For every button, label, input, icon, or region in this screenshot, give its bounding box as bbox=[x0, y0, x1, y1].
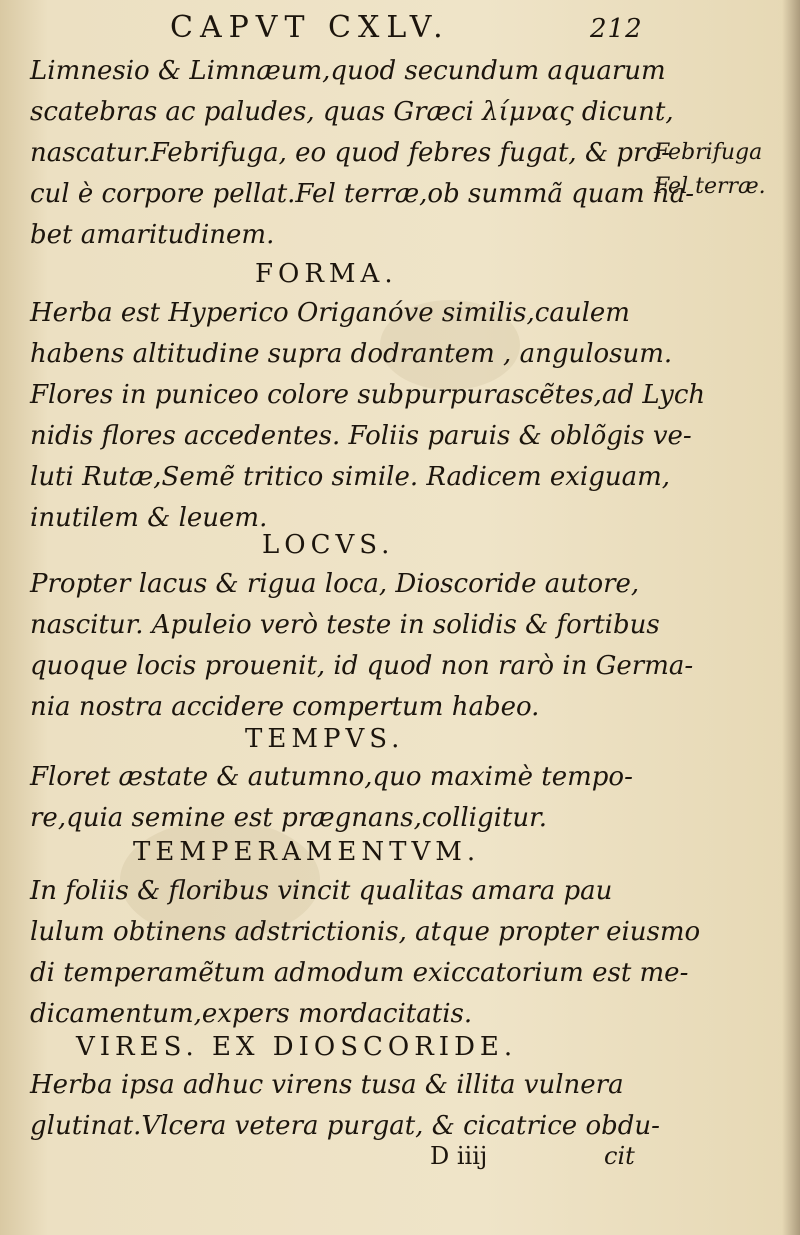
page-footer bbox=[0, 1142, 800, 1176]
text-line: quoque locis prouenit, id quod non rarò in Germa- bbox=[30, 651, 694, 681]
running-head bbox=[0, 8, 800, 48]
section-heading-forma: FORMA. bbox=[255, 259, 398, 289]
section-heading-temperamentum: TEMPERAMENTVM. bbox=[133, 837, 481, 867]
text-line: lulum obtinens adstrictionis, atque propter eiusmo bbox=[30, 917, 701, 947]
text-line: Herba ipsa adhuc virens tusa & illita vulnera bbox=[30, 1070, 624, 1100]
text-line: luti Rutæ,Semẽ tritico simile. Radicem exiguam, bbox=[30, 462, 671, 492]
text-line: scatebras ac paludes, quas Græci λίμνας dicunt, bbox=[30, 97, 674, 127]
text-line: habens altitudine supra dodrantem , angulosum. bbox=[30, 339, 673, 369]
section-heading-locus: LOCVS. bbox=[262, 530, 395, 560]
margin-note-febrifuga: Febrifuga bbox=[654, 140, 763, 165]
section-heading-vires: VIRES. EX DIOSCORIDE. bbox=[76, 1032, 518, 1062]
text-line: nidis flores accedentes. Foliis paruis & oblõgis ve- bbox=[30, 421, 692, 451]
text-line: inutilem & leuem. bbox=[30, 503, 268, 533]
text-line: cul è corpore pellat.Fel terræ,ob summã quam ha- bbox=[30, 179, 694, 209]
text-line: di temperamẽtum admodum exiccatorium est me- bbox=[30, 958, 689, 988]
text-line: Limnesio & Limnæum,quod secundum aquarum bbox=[30, 56, 666, 86]
text-line: nascitur. Apuleio verò teste in solidis & fortibus bbox=[30, 610, 660, 640]
text-line: re,quia semine est prægnans,colligitur. bbox=[30, 803, 547, 833]
section-heading-tempus: TEMPVS. bbox=[245, 724, 405, 754]
folio-number: 212 bbox=[590, 14, 643, 44]
text-line: dicamentum,expers mordacitatis. bbox=[30, 999, 473, 1029]
text-line: nascatur.Febrifuga, eo quod febres fugat, & pro- bbox=[30, 138, 670, 168]
page-edge-shadow bbox=[782, 0, 800, 1235]
catchword: cit bbox=[604, 1142, 635, 1170]
text-line: Propter lacus & rigua loca, Dioscoride autore, bbox=[30, 569, 640, 599]
margin-note-fel-terrae: Fel terræ. bbox=[654, 174, 766, 199]
text-line: Flores in puniceo colore subpurpurascẽtes,ad Lych bbox=[30, 380, 706, 410]
chapter-title: CAPVT CXLV. bbox=[170, 10, 450, 45]
signature-mark: D iiij bbox=[430, 1142, 488, 1170]
text-line: glutinat.Vlcera vetera purgat, & cicatrice obdu- bbox=[30, 1111, 660, 1141]
text-line: Herba est Hyperico Origanóve similis,caulem bbox=[30, 298, 630, 328]
text-line: Floret æstate & autumno,quo maximè tempo- bbox=[30, 762, 633, 792]
text-line: bet amaritudinem. bbox=[30, 220, 275, 250]
text-line: nia nostra accidere compertum habeo. bbox=[30, 692, 540, 722]
text-line: In foliis & floribus vincit qualitas amara pau bbox=[30, 876, 613, 906]
